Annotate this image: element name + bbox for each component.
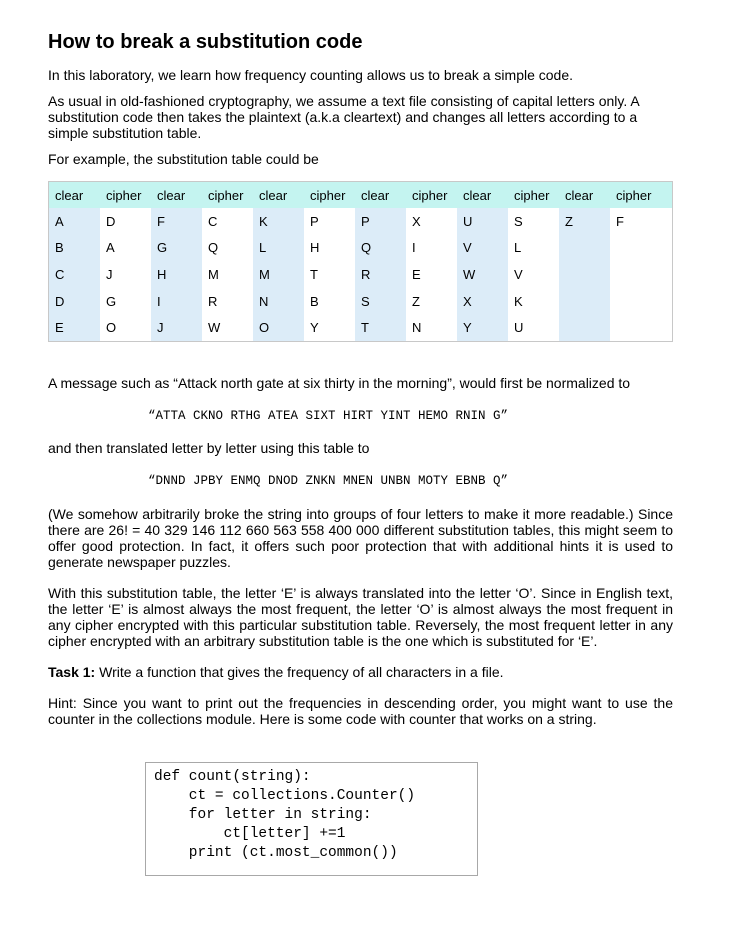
clear-cell: T bbox=[355, 314, 406, 341]
table-header-row bbox=[49, 182, 673, 209]
translated-paragraph: and then translated letter by letter using this table to bbox=[48, 439, 370, 456]
clear-cell: X bbox=[457, 288, 508, 315]
clear-cell: W bbox=[457, 261, 508, 288]
code-box bbox=[145, 762, 478, 876]
header-cipher: cipher bbox=[202, 182, 253, 209]
page-title: How to break a substitution code bbox=[48, 31, 363, 53]
cipher-cell: X bbox=[406, 208, 457, 235]
clear-cell bbox=[559, 235, 610, 262]
cipher-cell: B bbox=[304, 288, 355, 315]
header-clear: clear bbox=[457, 182, 508, 209]
header-clear: clear bbox=[151, 182, 202, 209]
clear-cell: K bbox=[253, 208, 304, 235]
cipher-cell: J bbox=[100, 261, 151, 288]
table-row bbox=[49, 288, 673, 315]
usual-paragraph: As usual in old-fashioned cryptography, we assume a text file consisting of capital letters only. A substitution code then takes the plaintext (a.k.a cleartext) and changes all letters according to a simple substitution table. bbox=[48, 93, 639, 141]
cipher-cell bbox=[610, 235, 673, 262]
clear-cell: J bbox=[151, 314, 202, 341]
table-row bbox=[49, 235, 673, 262]
clear-cell bbox=[559, 314, 610, 341]
cipher-cell: C bbox=[202, 208, 253, 235]
clear-cell: P bbox=[355, 208, 406, 235]
normalized-text: “ATTA CKNO RTHG ATEA SIXT HIRT YINT HEMO RNIN G” bbox=[148, 408, 509, 423]
header-cipher: cipher bbox=[610, 182, 673, 209]
clear-cell: Z bbox=[559, 208, 610, 235]
table-row bbox=[49, 208, 673, 235]
clear-cell bbox=[559, 261, 610, 288]
clear-cell: R bbox=[355, 261, 406, 288]
clear-cell: Q bbox=[355, 235, 406, 262]
code-snippet: def count(string): ct = collections.Counter() for letter in string: ct[letter] +=1 print (ct.most_common()) bbox=[154, 769, 416, 861]
cipher-cell: D bbox=[100, 208, 151, 235]
cipher-cell bbox=[610, 261, 673, 288]
cipher-cell: S bbox=[508, 208, 559, 235]
header-clear: clear bbox=[355, 182, 406, 209]
intro-paragraph: In this laboratory, we learn how frequency counting allows us to break a simple code. bbox=[48, 67, 574, 83]
header-clear: clear bbox=[559, 182, 610, 209]
substitution-table bbox=[48, 181, 673, 342]
task-paragraph bbox=[48, 664, 673, 680]
task-label: Task 1: bbox=[48, 663, 96, 680]
cipher-cell: Q bbox=[202, 235, 253, 262]
cipher-cell bbox=[610, 314, 673, 341]
clear-cell: L bbox=[253, 235, 304, 262]
clear-cell: G bbox=[151, 235, 202, 262]
clear-cell: H bbox=[151, 261, 202, 288]
hint-paragraph: Hint: Since you want to print out the frequencies in descending order, you might want to use the counter in the collections module. Here is some code with counter that works on a string. bbox=[48, 694, 673, 727]
clear-cell: D bbox=[49, 288, 101, 315]
cipher-cell: H bbox=[304, 235, 355, 262]
cipher-cell: A bbox=[100, 235, 151, 262]
header-cipher: cipher bbox=[508, 182, 559, 209]
clear-cell: V bbox=[457, 235, 508, 262]
header-cipher: cipher bbox=[100, 182, 151, 209]
translated-text: “DNND JPBY ENMQ DNOD ZNKN MNEN UNBN MOTY EBNB Q” bbox=[148, 473, 509, 488]
clear-cell: B bbox=[49, 235, 101, 262]
cipher-cell: I bbox=[406, 235, 457, 262]
example-paragraph: For example, the substitution table could be bbox=[48, 151, 319, 167]
arbitrary-paragraph: (We somehow arbitrarily broke the string into groups of four letters to make it more readable.) Since there are 26! = 40 329 146 112 660 563 558 400 000 different substitution tables, this might seem to offer good protection. In fact, it offers such poor protection that with additional hints it is used to generate newspaper puzzles. bbox=[48, 505, 673, 570]
cipher-cell: R bbox=[202, 288, 253, 315]
clear-cell: N bbox=[253, 288, 304, 315]
header-clear: clear bbox=[49, 182, 101, 209]
table-row bbox=[49, 314, 673, 341]
cipher-cell bbox=[610, 288, 673, 315]
cipher-cell: L bbox=[508, 235, 559, 262]
clear-cell: E bbox=[49, 314, 101, 341]
header-cipher: cipher bbox=[406, 182, 457, 209]
clear-cell: U bbox=[457, 208, 508, 235]
table-row bbox=[49, 261, 673, 288]
cipher-cell: N bbox=[406, 314, 457, 341]
cipher-cell: W bbox=[202, 314, 253, 341]
cipher-cell: T bbox=[304, 261, 355, 288]
cipher-cell: E bbox=[406, 261, 457, 288]
cipher-cell: U bbox=[508, 314, 559, 341]
task-text: Write a function that gives the frequency of all characters in a file. bbox=[95, 663, 504, 680]
cipher-cell: K bbox=[508, 288, 559, 315]
cipher-cell: G bbox=[100, 288, 151, 315]
cipher-cell: F bbox=[610, 208, 673, 235]
cipher-cell: Y bbox=[304, 314, 355, 341]
frequency-paragraph: With this substitution table, the letter ‘E’ is always translated into the letter ‘O’. Since in English text, the letter ‘E’ is almost always the most frequent, the letter ‘O’ is almost always the most frequent in any cipher encrypted with this particular substitution table. Reversely, the most frequent letter in any cipher encrypted with an arbitrary substitution table is the one which is substituted for ‘E’. bbox=[48, 584, 673, 649]
message-paragraph: A message such as “Attack north gate at six thirty in the morning”, would first be normalized to bbox=[48, 374, 631, 391]
cipher-cell: P bbox=[304, 208, 355, 235]
cipher-cell: M bbox=[202, 261, 253, 288]
header-clear: clear bbox=[253, 182, 304, 209]
clear-cell: C bbox=[49, 261, 101, 288]
cipher-cell: Z bbox=[406, 288, 457, 315]
header-cipher: cipher bbox=[304, 182, 355, 209]
clear-cell: Y bbox=[457, 314, 508, 341]
clear-cell: A bbox=[49, 208, 101, 235]
clear-cell: F bbox=[151, 208, 202, 235]
clear-cell: O bbox=[253, 314, 304, 341]
clear-cell: I bbox=[151, 288, 202, 315]
cipher-cell: O bbox=[100, 314, 151, 341]
cipher-cell: V bbox=[508, 261, 559, 288]
clear-cell: S bbox=[355, 288, 406, 315]
substitution-table-wrap bbox=[48, 181, 673, 342]
clear-cell: M bbox=[253, 261, 304, 288]
document-page bbox=[48, 30, 673, 737]
clear-cell bbox=[559, 288, 610, 315]
